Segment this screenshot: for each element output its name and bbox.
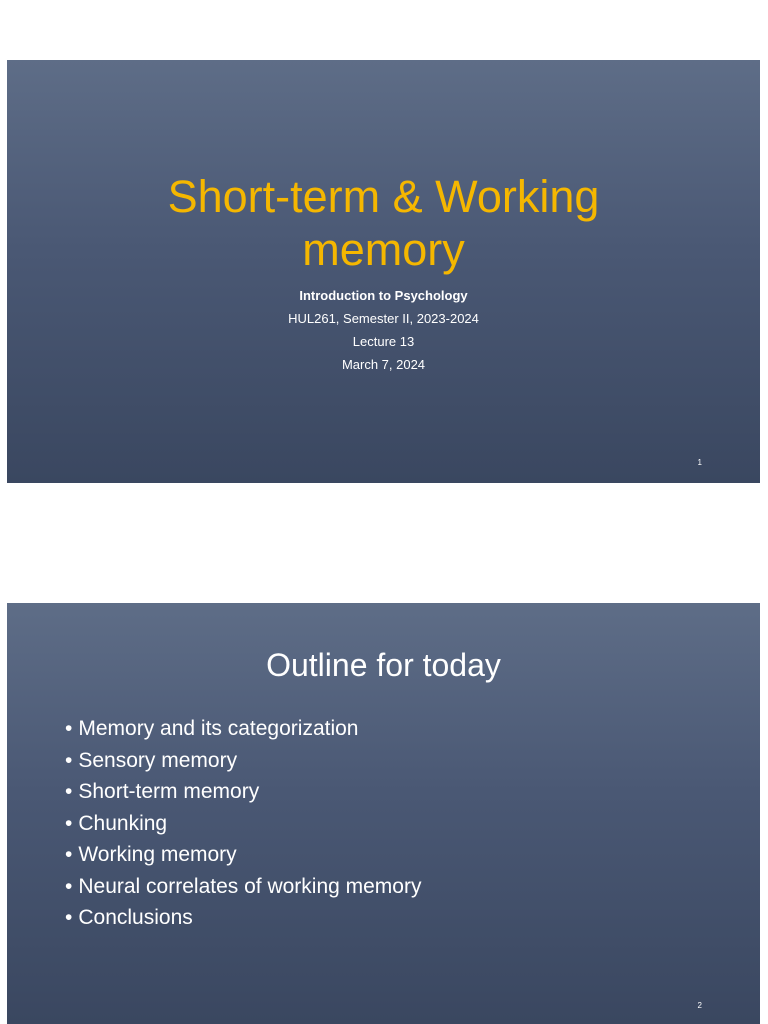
outline-slide [7,603,760,1024]
list-item: • Chunking [65,808,421,840]
list-item: • Memory and its categorization [65,713,421,745]
slide-number: 2 [697,1001,702,1010]
list-item: • Sensory memory [65,745,421,777]
title-slide [7,60,760,483]
outline-list [65,713,421,934]
list-item: • Conclusions [65,902,421,934]
list-item: • Working memory [65,839,421,871]
list-item: • Short-term memory [65,776,421,808]
lecture-date: March 7, 2024 [341,357,426,372]
slide-number: 1 [697,458,702,467]
lecture-title-line-1: Short-term & Working [167,171,600,222]
course-code: HUL261, Semester II, 2023-2024 [288,311,479,326]
lecture-title-line-2: memory [302,224,465,275]
list-item: • Neural correlates of working memory [65,871,421,903]
outline-title: Outline for today [266,647,501,683]
lecture-details [7,284,760,376]
course-name: Introduction to Psychology [299,288,468,303]
lecture-number: Lecture 13 [352,334,415,349]
lecture-title [7,170,760,276]
